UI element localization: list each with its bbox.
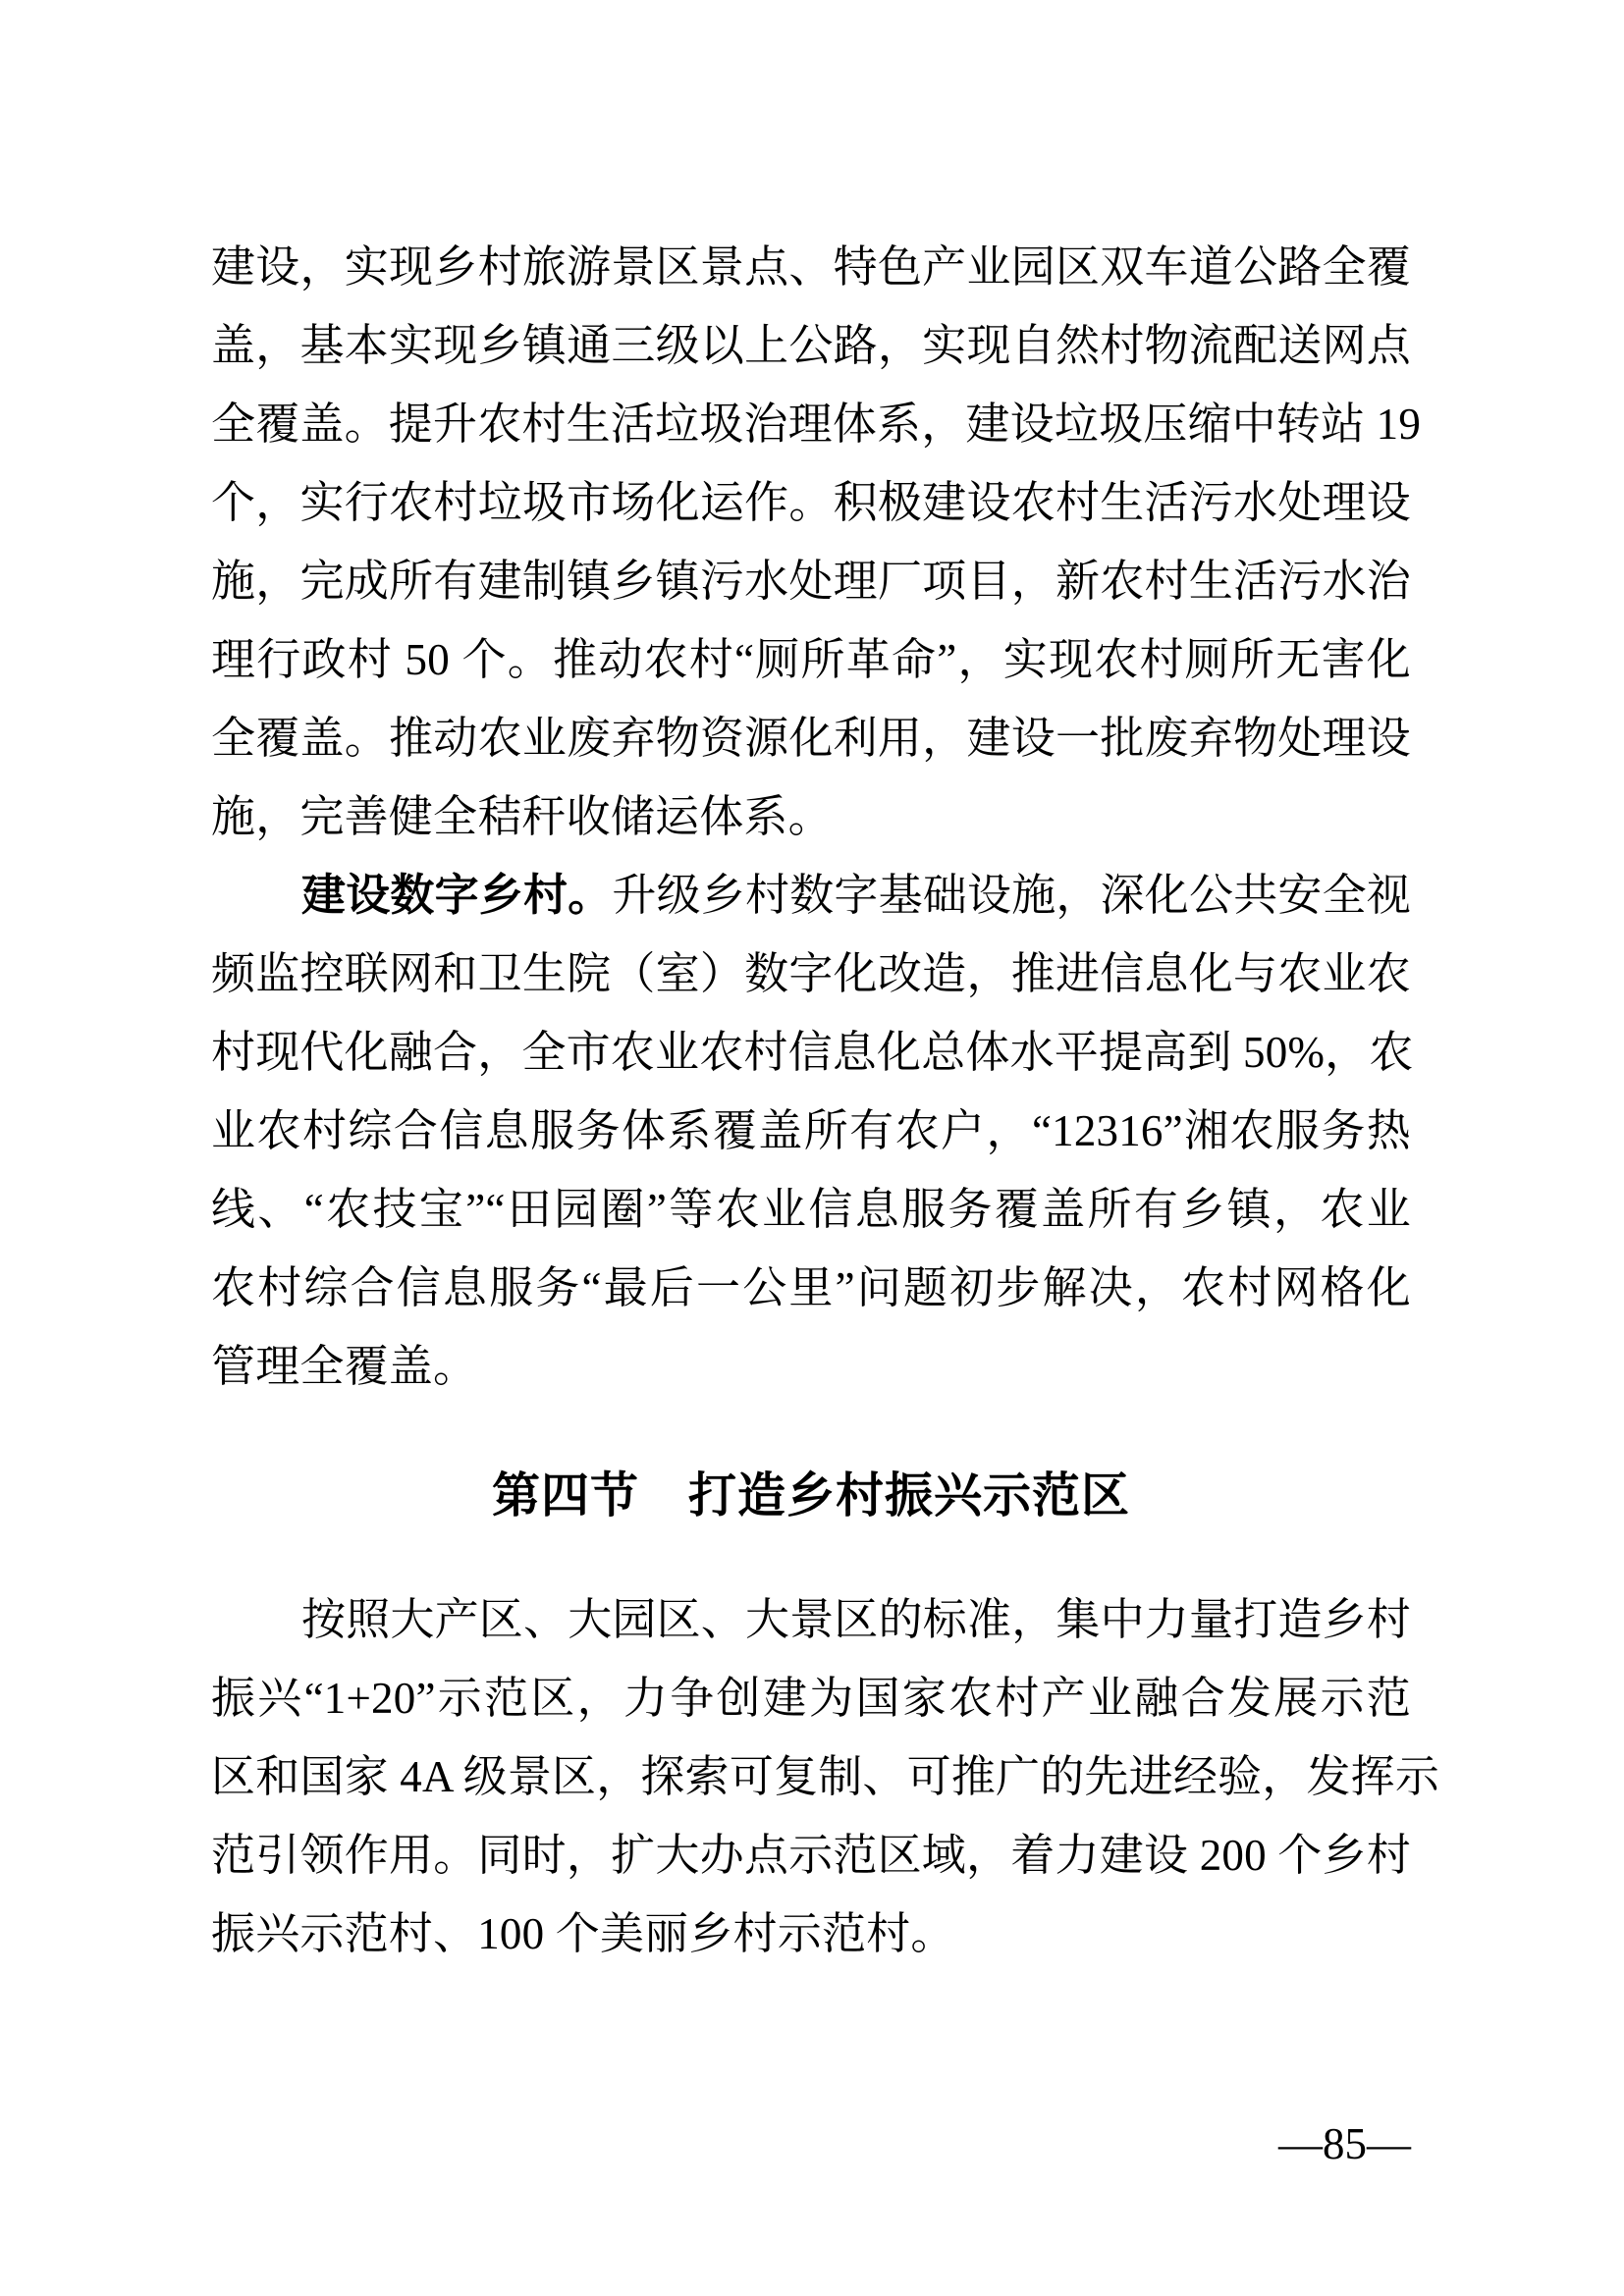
body-line: 区和国家 4A 级景区，探索可复制、可推广的先进经验，发挥示 — [211, 1752, 1440, 1801]
body-line: 业农村综合信息服务体系覆盖所有农户，“12316”湘农服务热 — [211, 1106, 1411, 1155]
body-line: 管理全覆盖。 — [211, 1342, 478, 1391]
body-line: 村现代化融合，全市农业农村信息化总体水平提高到 50%，农 — [211, 1028, 1414, 1077]
body-line: 理行政村 50 个。推动农村“厕所革命”，实现农村厕所无害化 — [211, 635, 1411, 684]
body-line: 施，完善健全秸秆收储运体系。 — [211, 792, 833, 841]
paragraph-1 — [211, 228, 1422, 856]
bold-lead-text: 建设数字乡村。 — [301, 871, 613, 920]
paragraph-3 — [211, 1580, 1440, 1973]
body-line: 按照大产区、大园区、大景区的标准，集中力量打造乡村 — [301, 1595, 1412, 1644]
section-heading: 第四节 打造乡村振兴示范区 — [491, 1469, 1130, 1522]
body-line: 全覆盖。推动农业废弃物资源化利用，建设一批废弃物处理设 — [211, 714, 1411, 763]
body-line-with-lead — [211, 856, 1411, 934]
body-line: 农村综合信息服务“最后一公里”问题初步解决，农村网格化 — [211, 1263, 1411, 1312]
body-line: 建设，实现乡村旅游景区景点、特色产业园区双车道公路全覆 — [211, 242, 1411, 292]
paragraph-2 — [211, 856, 1414, 1406]
body-line: 振兴示范村、100 个美丽乡村示范村。 — [211, 1909, 955, 1958]
body-line: 线、“农技宝”“田园圈”等农业信息服务覆盖所有乡镇，农业 — [211, 1185, 1411, 1234]
body-line: 振兴“1+20”示范区，力争创建为国家农村产业融合发展示范 — [211, 1674, 1411, 1723]
lead-line-rest: 升级乡村数字基础设施，深化公共安全视 — [612, 871, 1412, 920]
body-line: 全覆盖。提升农村生活垃圾治理体系，建设垃圾压缩中转站 19 — [211, 400, 1422, 449]
page-number: —85— — [1278, 2119, 1411, 2168]
text-block — [211, 228, 1440, 1973]
body-line: 盖，基本实现乡镇通三级以上公路，实现自然村物流配送网点 — [211, 321, 1411, 370]
body-line: 施，完成所有建制镇乡镇污水处理厂项目，新农村生活污水治 — [211, 557, 1411, 606]
body-line: 范引领作用。同时，扩大办点示范区域，着力建设 200 个乡村 — [211, 1831, 1411, 1880]
body-line: 个，实行农村垃圾市场化运作。积极建设农村生活污水处理设 — [211, 478, 1411, 527]
body-line: 频监控联网和卫生院（室）数字化改造，推进信息化与农业农 — [211, 949, 1411, 998]
